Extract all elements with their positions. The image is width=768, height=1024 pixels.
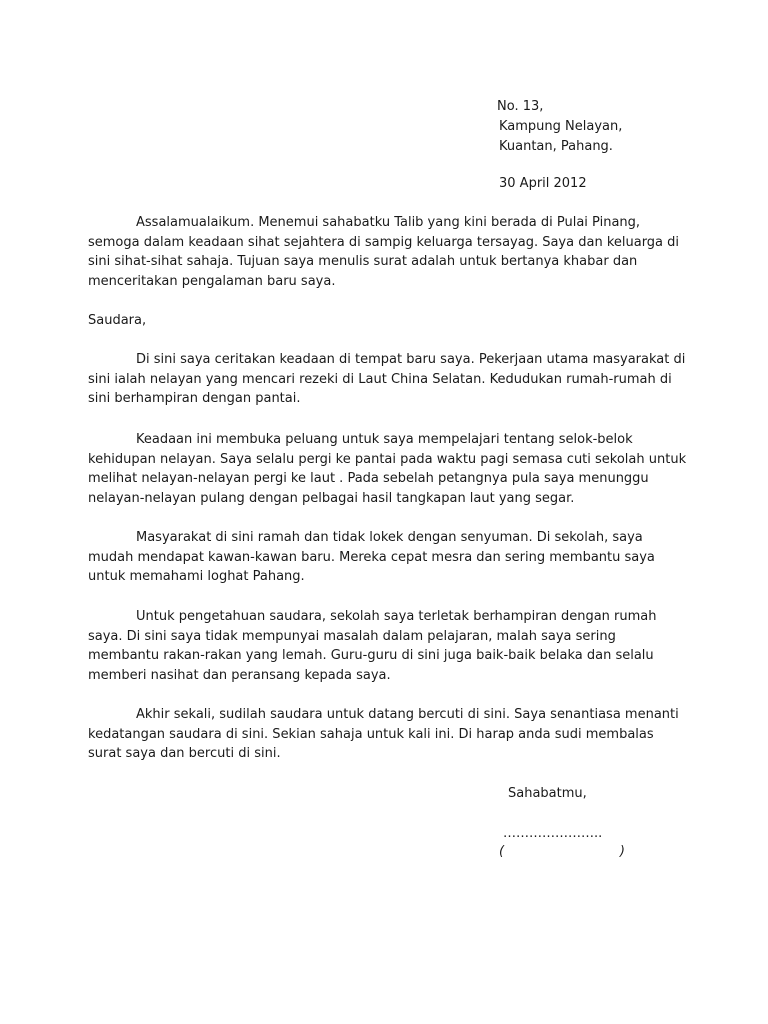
salutation	[88, 311, 688, 331]
salutation-text: Saudara,	[88, 313, 147, 328]
signature-line: …………………..	[503, 826, 603, 841]
paragraph-text: Akhir sekali, sudilah saudara untuk datang bercuti di sini. Saya senantiasa menanti kedatangan saudara di sini. Sekian sahaja untuk kali ini. Di harap anda sudi membalas surat saya dan bercuti di sini.	[88, 707, 679, 761]
paragraph-text: Di sini saya ceritakan keadaan di tempat baru saya. Pekerjaan utama masyarakat di sini ialah nelayan yang mencari rezeki di Laut China Selatan. Kedudukan rumah-rumah di sini berhampiran dengan pantai.	[88, 352, 686, 406]
paragraph-closing	[88, 705, 688, 764]
address-line-2: Kampung Nelayan,	[499, 119, 623, 134]
address-line-1: No. 13,	[497, 99, 544, 114]
close-bracket: )	[619, 844, 625, 859]
paragraph-school	[88, 607, 688, 685]
paragraph-place	[88, 350, 688, 409]
address-line-3: Kuantan, Pahang.	[499, 139, 613, 154]
open-bracket: (	[499, 844, 505, 859]
paragraph-fishermen	[88, 430, 688, 508]
signoff: Sahabatmu,	[508, 786, 587, 801]
sender-address	[497, 97, 622, 157]
letter-date: 30 April 2012	[499, 176, 587, 191]
paragraph-text: Masyarakat di sini ramah dan tidak lokek dengan senyuman. Di sekolah, saya mudah mendapat kawan-kawan baru. Mereka cepat mesra dan sering membantu saya untuk memahami loghat Pahang.	[88, 530, 655, 584]
paragraph-opening	[88, 213, 688, 291]
paragraph-text: Keadaan ini membuka peluang untuk saya mempelajari tentang selok-belok kehidupan nelayan. Saya selalu pergi ke pantai pada waktu pagi semasa cuti sekolah untuk melihat nelayan-nelayan pergi ke laut . Pada sebelah petangnya pula saya menunggu nelayan-nelayan pulang dengan pelbagai hasil tangkapan laut yang segar.	[88, 432, 687, 506]
paragraph-community	[88, 528, 688, 587]
paragraph-text: Assalamualaikum. Menemui sahabatku Talib yang kini berada di Pulai Pinang, semoga dalam keadaan sihat sejahtera di sampig keluarga tersayag. Saya dan keluarga di sini sihat-sihat sahaja. Tujuan saya menulis surat adalah untuk bertanya khabar dan menceritakan pengalaman baru saya.	[88, 215, 680, 289]
name-placeholder	[499, 842, 625, 862]
paragraph-text: Untuk pengetahuan saudara, sekolah saya terletak berhampiran dengan rumah saya. Di sini saya tidak mempunyai masalah dalam pelajaran, malah saya sering membantu rakan-rakan yang lemah. Guru-guru di sini juga baik-baik belaka dan selalu memberi nasihat dan peransang kepada saya.	[88, 609, 657, 683]
